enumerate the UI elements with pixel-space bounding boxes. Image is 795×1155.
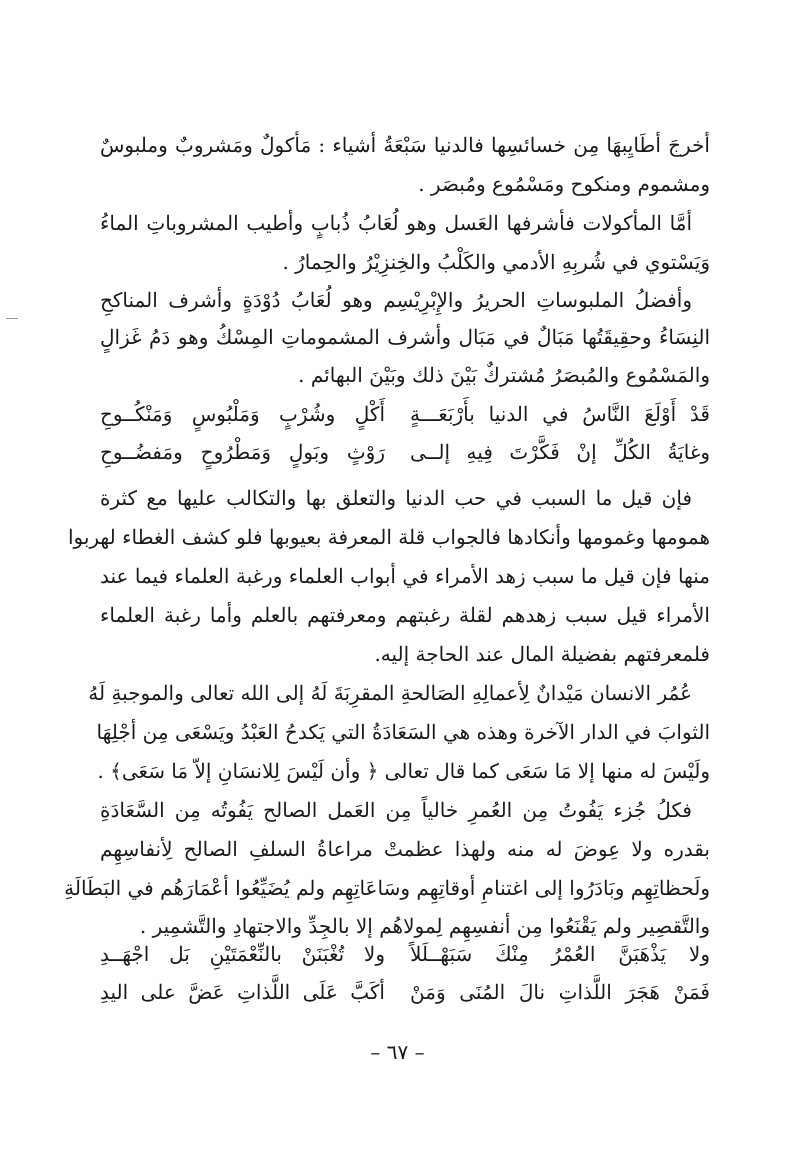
text-line: ولَيْسَ له منها إلا مَا سَعَى كما قال تعالى ﴿ وأن لَيْسَ لِلانسَانِ إلاّ مَا سَعَى﴾ . <box>97 759 710 783</box>
text-line: فلمعرفتهم بفضيلة المال عند الحاجة إليه. <box>374 642 710 666</box>
text-line: ومشموم ومنكوح ومَسْمُوع ومُبصَر . <box>418 172 710 196</box>
verse-line <box>100 975 710 1009</box>
text-line: الأمراء قيل سبب زهدهم لقلة رغبتهم ومعرفتهم بالعلم وأما رغبة العلماء <box>100 603 710 627</box>
verse-second-hemistich: ولا تُغْبَنَنْ بالنِّعْمَتَيْنِ بَل اجْهَــدِ <box>100 942 385 966</box>
verse-first-hemistich: قَدْ أَوْلَعَ النَّاسُ في الدنيا بأَرْبَعَـــةٍ <box>410 402 710 426</box>
text-line: والمَسْمُوع والمُبصَرُ مُشتركٌ بَيْنَ ذلك وبَيْنَ البهائم . <box>298 363 710 387</box>
text-line: النِسَاءُ وحقِيقَتُها مَبَالٌ في مَبَال وأشرف المشموماتِ المِسْكُ وهو دَمُ غَزالٍ <box>100 325 710 349</box>
text-line: فكلُ جُزء يَفُوتُ مِن العُمرِ خالياً مِن العَمل الصالح يَفُوتُه مِن السَّعَادَةِ <box>100 798 692 822</box>
verse-line <box>100 435 710 469</box>
verse-line <box>100 937 710 971</box>
text-line: عُمُر الانسان مَيْدانٌ لِأعمالِهِ الصَالحةِ المقرِبَةَ لَهُ إلى الله تعالى والموجبةِ لَهُ <box>88 681 692 705</box>
verse-second-hemistich: أَكْلٍ وشُرْبٍ وَمَلْبُوسٍ وَمَنْكُــوحِ <box>100 402 385 426</box>
text-line: وأفضلُ الملبوساتِ الحريرُ والإِبْرِيْسِم وهو لُعَابُ دُوْدَةٍ وأشرف المناكحِ <box>100 288 692 312</box>
text-line: ولَحظاتِهِم وبَادَرُوا إلى اغتنامِ أوقاتِهِم وسَاعَاتِهِم ولم يُضَيِّعُوا أعْمَارَهُم في البَطَالَةِ <box>64 876 710 900</box>
margin-mark <box>6 318 18 319</box>
text-line: أخرجَ أطَايِبهَا مِن خسائسِها فالدنيا سَبْعَةُ أشياء : مَأكولٌ ومَشروبٌ وملبوسٌ <box>100 133 710 157</box>
text-line: الثوابَ في الدار الآخرة وهذه هي السَعَادَةُ التي يَكدحُ العَبْدُ ويَسْعَى مِن أجْلِهَا <box>96 720 710 744</box>
verse-first-hemistich: ولا يَذْهَبَنَّ العُمْرُ مِنْكَ سَبَهْــلَلاً <box>410 942 710 966</box>
verse-line <box>100 397 710 431</box>
page-number: – ٦٧ – <box>370 1040 425 1064</box>
text-line: همومها وغمومها وأنكادها فالجواب قلة المعرفة بعيوبها فلو كشف الغطاء لهربوا <box>67 525 710 549</box>
text-line: وَيَسْتوي في شُربِهِ الأدمي والكَلْبُ والخِنزِيْرُ والحِمارُ . <box>282 250 710 274</box>
text-line: منها فإن قيل ما سبب زهد الأمراء في أبواب العلماء ورغبة العلماء فيما عند <box>100 564 711 588</box>
text-line: أمَّا المأكولات فأشرفها العَسل وهو لُعَابُ ذُبابٍ وأطيب المشروباتِ الماءُ <box>100 211 692 235</box>
verse-second-hemistich: أكَبَّ عَلَى اللَّذاتِ عَضَّ على اليدِ <box>100 980 385 1004</box>
text-line: والتَّقصِير ولم يَقْنَعُوا مِن أنفسِهِم لِمولاهُم إلا بالجِدِّ والاجتهادِ والتَّشمِير . <box>139 914 710 938</box>
text-line: بقدره ولا عِوضَ له منه ولهذا عظمتْ مراعاةُ السلفِ الصالح لِأنفاسِهِم <box>100 837 710 861</box>
verse-first-hemistich: وغايَةُ الكُلِّ إنْ فَكَّرْتَ فِيهِ إلــى <box>410 440 710 464</box>
verse-first-hemistich: فَمَنْ هَجَرَ اللَّذاتِ نالَ المُنَى وَمَنْ <box>410 980 710 1004</box>
verse-second-hemistich: رَوْثٍ وبَولٍ وَمَطْرُوحٍ ومَفضُــوحِ <box>100 440 385 464</box>
text-line: فإن قيل ما السبب في حب الدنيا والتعلق بها والتكالب عليها مع كثرة <box>100 486 692 510</box>
